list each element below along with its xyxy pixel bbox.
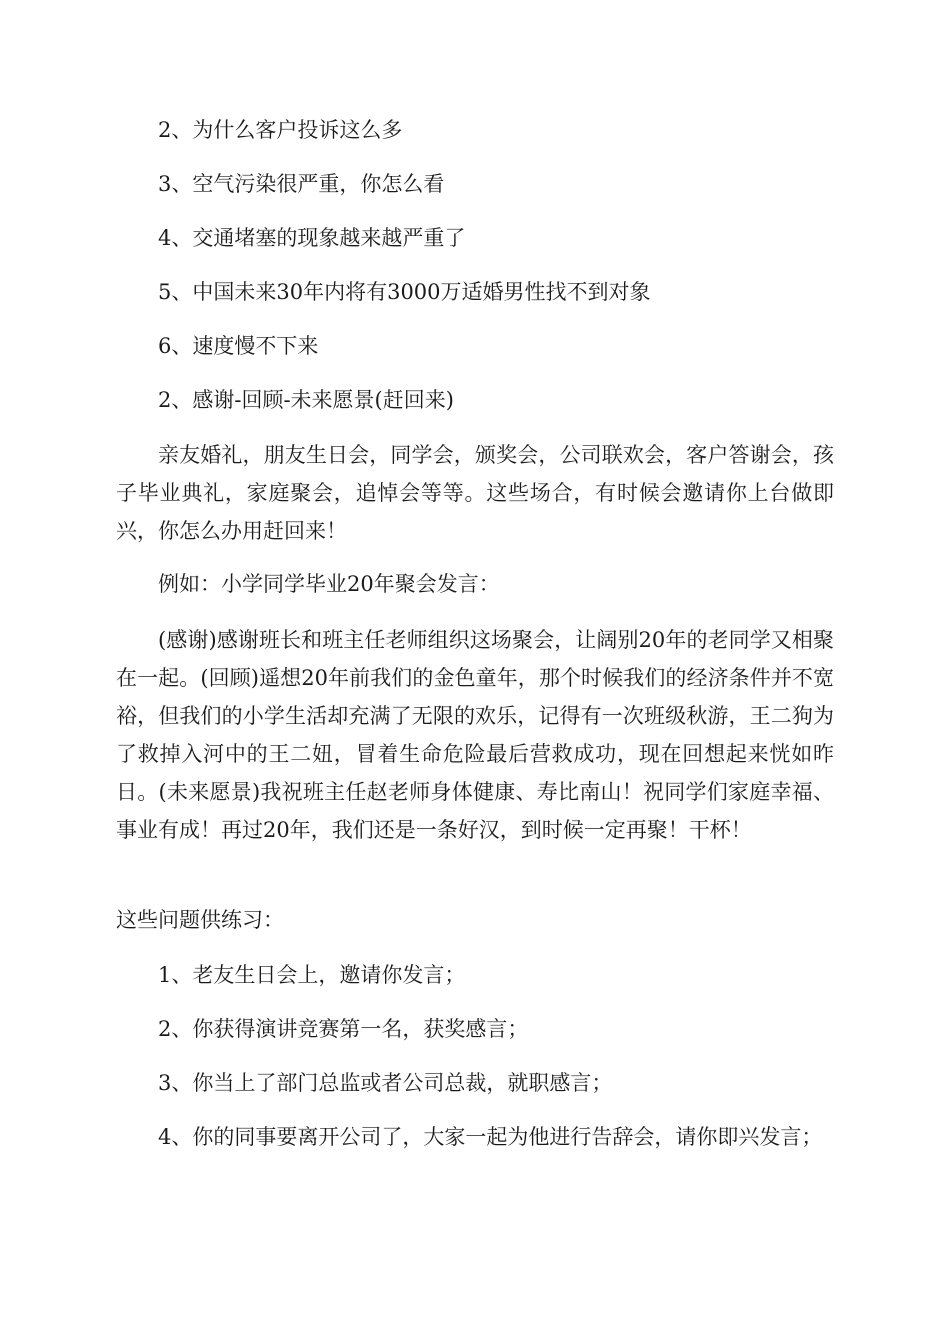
practice-item-4: 4、你的同事要离开公司了，大家一起为他进行告辞会，请你即兴发言；	[158, 1125, 823, 1149]
practice-heading: 这些问题供练习：	[116, 908, 284, 932]
practice-item-3: 3、你当上了部门总监或者公司总裁，就职感言；	[158, 1071, 613, 1095]
paragraph-occasions: 亲友婚礼，朋友生日会，同学会，颁奖会，公司联欢会，客户答谢会，孩子毕业典礼，家庭聚会，追悼会等等。这些场合，有时候会邀请你上台做即兴，你怎么办用赶回来！	[116, 443, 834, 543]
list-item-q2: 2、为什么客户投诉这么多	[158, 118, 403, 142]
practice-item-1: 1、老友生日会上，邀请你发言；	[158, 963, 466, 987]
example-intro: 例如：小学同学毕业20年聚会发言：	[158, 572, 500, 596]
section-heading-2: 2、感谢-回顾-未来愿景(赶回来)	[158, 388, 454, 412]
paragraph-example-speech: (感谢)感谢班长和班主任老师组织这场聚会，让阔别20年的老同学又相聚在一起。(回顾)遥想20年前我们的金色童年，那个时候我们的经济条件并不宽裕，但我们的小学生活却充满了无限的欢乐，记得有一次班级秋游，王二狗为了救掉入河中的王二妞，冒着生命危险最后营救成功，现在回想起来恍如昨日。(未来愿景)我祝班主任赵老师身体健康、寿比南山！祝同学们家庭幸福、事业有成！再过20年，我们还是一条好汉，到时候一定再聚！干杯！	[116, 628, 834, 842]
list-item-q6: 6、速度慢不下来	[158, 334, 319, 358]
list-item-q5: 5、中国未来30年内将有3000万适婚男性找不到对象	[158, 280, 651, 304]
list-item-q4: 4、交通堵塞的现象越来越严重了	[158, 226, 466, 250]
list-item-q3: 3、空气污染很严重，你怎么看	[158, 172, 445, 196]
practice-item-2: 2、你获得演讲竞赛第一名，获奖感言；	[158, 1017, 529, 1041]
